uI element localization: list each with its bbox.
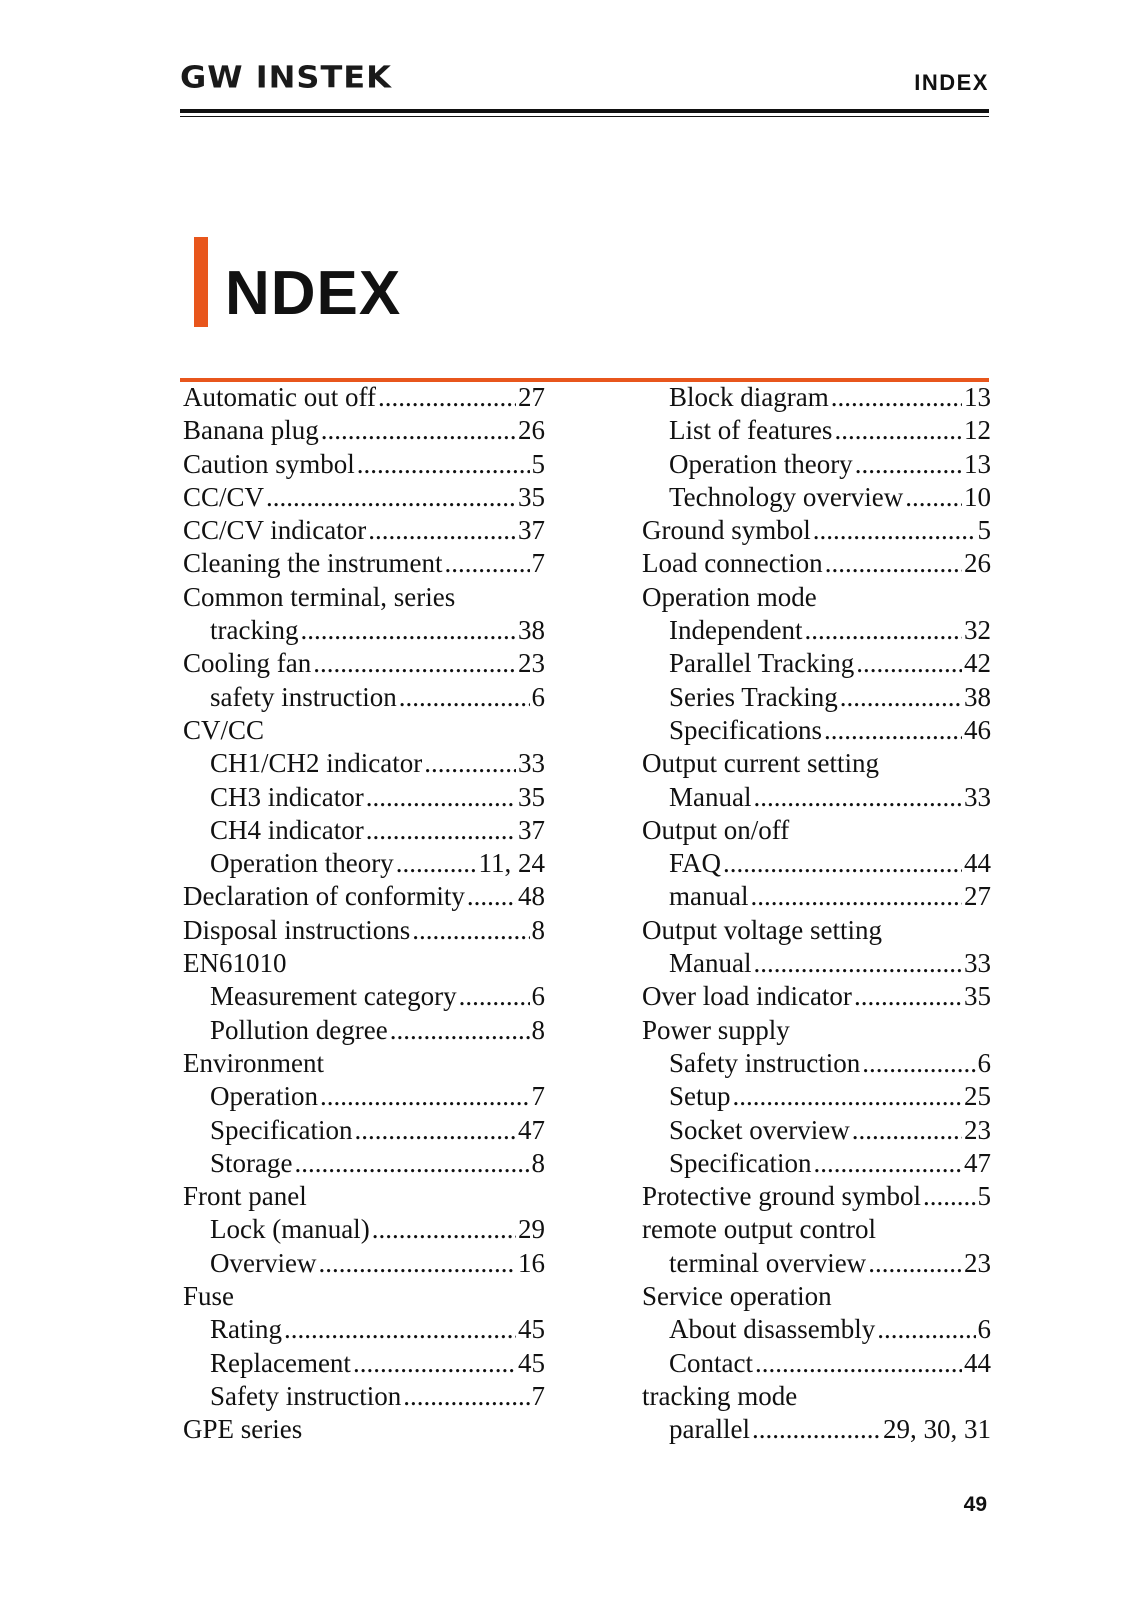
dot-leader — [403, 1380, 529, 1413]
index-entry[interactable] — [642, 1347, 991, 1380]
index-entry[interactable] — [642, 1380, 991, 1413]
index-page-ref[interactable]: 29 — [518, 1214, 545, 1245]
index-column-left — [183, 381, 545, 1447]
index-term: CH1/CH2 indicator — [210, 748, 423, 779]
dot-leader — [366, 814, 516, 847]
dot-leader — [357, 448, 530, 481]
index-term: Specification — [669, 1147, 812, 1178]
index-page-ref[interactable]: 7 — [531, 1380, 545, 1411]
dot-leader — [313, 647, 516, 680]
index-page-ref[interactable]: 47 — [964, 1147, 991, 1178]
dot-leader — [372, 1213, 516, 1246]
index-entry[interactable] — [642, 1114, 991, 1147]
index-entry[interactable] — [642, 1213, 991, 1246]
index-term: CH4 indicator — [210, 814, 364, 845]
index-page-ref[interactable]: 5 — [531, 448, 545, 479]
index-entry[interactable] — [183, 1247, 545, 1280]
index-entry[interactable] — [642, 847, 991, 880]
index-entry[interactable] — [183, 581, 545, 614]
dot-leader — [266, 481, 516, 514]
index-term: FAQ — [669, 848, 722, 879]
index-term: Replacement — [210, 1347, 351, 1378]
index-page-ref[interactable]: 32 — [964, 615, 991, 646]
index-term: Socket overview — [669, 1114, 850, 1145]
index-entry[interactable] — [642, 381, 991, 414]
index-entry[interactable] — [183, 1180, 545, 1213]
title-initial-bar — [194, 237, 208, 327]
index-term: Manual — [669, 948, 752, 979]
index-page-ref[interactable]: 10 — [964, 481, 991, 512]
header-rule — [180, 109, 989, 113]
index-term: Service operation — [642, 1281, 832, 1312]
index-entry[interactable] — [183, 414, 545, 447]
index-page-ref[interactable]: 33 — [964, 948, 991, 979]
index-page-ref[interactable]: 5 — [977, 1181, 991, 1212]
dot-leader — [831, 381, 962, 414]
index-page-ref[interactable]: 26 — [964, 548, 991, 579]
index-page-ref[interactable]: 45 — [518, 1347, 545, 1378]
index-term: Contact — [669, 1347, 753, 1378]
dot-leader — [284, 1313, 516, 1346]
index-entry[interactable] — [642, 614, 991, 647]
index-entry[interactable] — [642, 947, 991, 980]
index-term: Fuse — [183, 1281, 235, 1312]
index-page-ref[interactable]: 7 — [531, 548, 545, 579]
dot-leader — [353, 1347, 516, 1380]
index-page-ref[interactable]: 37 — [518, 814, 545, 845]
index-entry[interactable] — [183, 747, 545, 780]
index-entry[interactable] — [183, 481, 545, 514]
index-entry[interactable] — [642, 914, 991, 947]
index-page-ref[interactable]: 8 — [531, 1147, 545, 1178]
index-page-ref[interactable]: 23 — [964, 1114, 991, 1145]
dot-leader — [868, 1247, 962, 1280]
dot-leader — [378, 381, 516, 414]
index-entry[interactable] — [183, 1114, 545, 1147]
index-page-ref[interactable]: 47 — [518, 1114, 545, 1145]
index-page-ref[interactable]: 46 — [964, 714, 991, 745]
page-number: 49 — [963, 1493, 987, 1516]
index-term: Power supply — [642, 1014, 790, 1045]
index-page-ref[interactable]: 23 — [518, 648, 545, 679]
dot-leader — [318, 1247, 516, 1280]
index-page-ref[interactable]: 42 — [964, 648, 991, 679]
index-term: Specification — [210, 1114, 353, 1145]
index-column-right — [642, 381, 991, 1447]
dot-leader — [321, 414, 516, 447]
dot-leader — [354, 1114, 516, 1147]
index-entry[interactable] — [183, 714, 545, 747]
index-entry[interactable] — [183, 1313, 545, 1346]
dot-leader — [399, 681, 530, 714]
dot-leader — [753, 947, 962, 980]
index-term: Environment — [183, 1047, 324, 1078]
dot-leader — [368, 514, 516, 547]
index-entry[interactable] — [642, 980, 991, 1013]
dot-leader — [813, 1147, 962, 1180]
index-page-ref[interactable]: 27 — [518, 382, 545, 412]
index-term: Load connection — [642, 548, 823, 579]
index-term: About disassembly — [669, 1314, 876, 1345]
index-entry[interactable] — [642, 481, 991, 514]
index-term: Setup — [669, 1081, 731, 1112]
dot-leader — [750, 880, 962, 913]
index-term: Series Tracking — [669, 681, 838, 712]
dot-leader — [300, 614, 516, 647]
index-term: Declaration of conformity — [183, 881, 465, 912]
index-term: Rating — [210, 1314, 282, 1345]
dot-leader — [862, 1047, 975, 1080]
dot-leader — [366, 781, 516, 814]
index-term: CC/CV indicator — [183, 515, 367, 546]
index-term: Measurement category — [210, 981, 457, 1012]
index-term: safety instruction — [210, 681, 397, 712]
dot-leader — [755, 1347, 962, 1380]
index-term: Operation theory — [210, 848, 394, 879]
index-term: Banana plug — [183, 415, 319, 446]
index-page-ref[interactable]: 26 — [518, 415, 545, 446]
index-page-ref[interactable]: 35 — [518, 481, 545, 512]
index-entry[interactable] — [183, 681, 545, 714]
dot-leader — [320, 1080, 530, 1113]
index-page-ref[interactable]: 13 — [964, 382, 991, 412]
index-term: remote output control — [642, 1214, 876, 1245]
index-entry[interactable] — [183, 1380, 545, 1413]
index-entry[interactable] — [642, 681, 991, 714]
index-page-ref[interactable]: 27 — [964, 881, 991, 912]
index-entry[interactable] — [183, 814, 545, 847]
dot-leader — [824, 714, 962, 747]
index-entry[interactable] — [183, 1213, 545, 1246]
index-term: Storage — [210, 1147, 293, 1178]
index-entry[interactable] — [183, 1147, 545, 1180]
index-entry[interactable] — [183, 647, 545, 680]
index-term: Pollution degree — [210, 1014, 388, 1045]
index-page-ref[interactable]: 8 — [531, 914, 545, 945]
dot-leader — [813, 514, 976, 547]
index-term: GPE series — [183, 1414, 303, 1445]
index-page-ref[interactable]: 35 — [964, 981, 991, 1012]
index-entry[interactable] — [642, 1247, 991, 1280]
index-term: CV/CC — [183, 714, 265, 745]
index-term: Output current setting — [642, 748, 879, 779]
index-term: Common terminal, series — [183, 581, 456, 612]
index-page-ref[interactable]: 16 — [518, 1247, 545, 1278]
index-page-ref[interactable]: 33 — [518, 748, 545, 779]
index-entry[interactable] — [642, 1014, 991, 1047]
dot-leader — [733, 1080, 962, 1113]
index-term: parallel — [669, 1414, 750, 1445]
index-page-ref[interactable]: 44 — [964, 1347, 991, 1378]
index-page-ref[interactable]: 6 — [977, 1047, 991, 1078]
index-page-ref[interactable]: 48 — [518, 881, 545, 912]
dot-leader — [396, 847, 477, 880]
index-page-ref[interactable]: 23 — [964, 1247, 991, 1278]
index-entry[interactable] — [642, 1280, 991, 1313]
index-entry[interactable] — [183, 1047, 545, 1080]
dot-leader — [444, 547, 529, 580]
index-entry[interactable] — [642, 414, 991, 447]
index-page-ref[interactable]: 38 — [964, 681, 991, 712]
index-page-ref[interactable]: 35 — [518, 781, 545, 812]
index-term: terminal overview — [669, 1247, 867, 1278]
index-entry[interactable] — [183, 1413, 545, 1446]
dot-leader — [804, 614, 962, 647]
index-entry[interactable] — [183, 514, 545, 547]
index-entry[interactable] — [642, 1147, 991, 1180]
index-page-ref[interactable]: 6 — [531, 681, 545, 712]
dot-leader — [852, 1114, 962, 1147]
index-term: tracking — [210, 615, 299, 646]
index-page-ref[interactable]: 12 — [964, 415, 991, 446]
index-entry[interactable] — [183, 448, 545, 481]
index-page-ref[interactable]: 38 — [518, 615, 545, 646]
index-term: Lock (manual) — [210, 1214, 370, 1245]
dot-leader — [877, 1313, 975, 1346]
index-term: Caution symbol — [183, 448, 355, 479]
index-entry[interactable] — [642, 647, 991, 680]
index-term: Automatic out off — [183, 382, 376, 412]
index-entry[interactable] — [642, 1080, 991, 1113]
dot-leader — [294, 1147, 529, 1180]
index-term: Disposal instructions — [183, 914, 411, 945]
dot-leader — [840, 681, 962, 714]
index-entry[interactable] — [183, 947, 545, 980]
index-entry[interactable] — [642, 1413, 991, 1446]
index-term: Output on/off — [642, 814, 790, 845]
index-entry[interactable] — [183, 914, 545, 947]
index-page-ref[interactable]: 13 — [964, 448, 991, 479]
index-entry[interactable] — [183, 880, 545, 913]
index-term: manual — [669, 881, 749, 912]
dot-leader — [424, 747, 516, 780]
index-page-ref[interactable]: 11, 24 — [478, 848, 545, 879]
index-entry[interactable] — [183, 781, 545, 814]
index-term: Independent — [669, 615, 803, 646]
dot-leader — [723, 847, 962, 880]
index-term: Safety instruction — [669, 1047, 861, 1078]
index-term: Block diagram — [669, 382, 829, 412]
index-term: Cleaning the instrument — [183, 548, 443, 579]
index-entry[interactable] — [183, 1014, 545, 1047]
index-term: Cooling fan — [183, 648, 312, 679]
index-entry[interactable] — [183, 547, 545, 580]
index-page-ref[interactable]: 37 — [518, 515, 545, 546]
index-entry[interactable] — [183, 381, 545, 414]
index-entry[interactable] — [642, 514, 991, 547]
index-entry[interactable] — [183, 980, 545, 1013]
index-term: tracking mode — [642, 1380, 798, 1411]
index-term: Specifications — [669, 714, 822, 745]
index-entry[interactable] — [642, 880, 991, 913]
dot-leader — [459, 980, 530, 1013]
index-term: Safety instruction — [210, 1380, 402, 1411]
brand-logo: GW INSTEK — [180, 58, 392, 96]
dot-leader — [753, 781, 962, 814]
index-entry[interactable] — [642, 581, 991, 614]
index-page-ref[interactable]: 6 — [977, 1314, 991, 1345]
dot-leader — [390, 1014, 530, 1047]
dot-leader — [855, 448, 962, 481]
index-term: Protective ground symbol — [642, 1181, 921, 1212]
index-page-ref[interactable]: 6 — [531, 981, 545, 1012]
index-entry[interactable] — [642, 1180, 991, 1213]
dot-leader — [854, 980, 962, 1013]
dot-leader — [923, 1180, 976, 1213]
index-entry[interactable] — [183, 1280, 545, 1313]
index-term: List of features — [669, 415, 833, 446]
index-page-ref[interactable]: 25 — [964, 1081, 991, 1112]
index-entry[interactable] — [642, 547, 991, 580]
title-rest: NDEX — [225, 259, 402, 328]
header-rule-thin — [180, 116, 989, 117]
index-page-ref[interactable]: 7 — [531, 1081, 545, 1112]
index-term: Front panel — [183, 1181, 307, 1212]
dot-leader — [752, 1413, 881, 1446]
index-term: CH3 indicator — [210, 781, 364, 812]
index-entry[interactable] — [183, 847, 545, 880]
index-entry[interactable] — [642, 448, 991, 481]
index-term: Manual — [669, 781, 752, 812]
index-page-ref[interactable]: 8 — [531, 1014, 545, 1045]
running-head: INDEX — [914, 70, 989, 95]
index-term: Operation mode — [642, 581, 817, 612]
index-page-ref[interactable]: 5 — [977, 515, 991, 546]
index-term: EN61010 — [183, 948, 287, 979]
index-term: Operation — [210, 1081, 318, 1112]
index-entry[interactable] — [183, 1080, 545, 1113]
index-term: Operation theory — [669, 448, 853, 479]
index-entry[interactable] — [642, 714, 991, 747]
index-entry[interactable] — [642, 1047, 991, 1080]
index-page-ref[interactable]: 29, 30, 31 — [883, 1414, 991, 1445]
index-page-ref[interactable]: 45 — [518, 1314, 545, 1345]
index-page-ref[interactable]: 44 — [964, 848, 991, 879]
dot-leader — [834, 414, 962, 447]
index-term: CC/CV — [183, 481, 265, 512]
index-term: Technology overview — [669, 481, 904, 512]
dot-leader — [825, 547, 962, 580]
dot-leader — [412, 914, 529, 947]
index-entry[interactable] — [183, 1347, 545, 1380]
dot-leader — [905, 481, 962, 514]
index-term: Ground symbol — [642, 515, 811, 546]
index-entry[interactable] — [642, 747, 991, 780]
index-term: Output voltage setting — [642, 914, 882, 945]
index-entry[interactable] — [642, 1313, 991, 1346]
index-entry[interactable] — [183, 614, 545, 647]
index-term: Overview — [210, 1247, 317, 1278]
dot-leader — [467, 880, 516, 913]
dot-leader — [856, 647, 962, 680]
index-term: Parallel Tracking — [669, 648, 855, 679]
index-entry[interactable] — [642, 781, 991, 814]
index-entry[interactable] — [642, 814, 991, 847]
index-page-ref[interactable]: 33 — [964, 781, 991, 812]
index-term: Over load indicator — [642, 981, 852, 1012]
